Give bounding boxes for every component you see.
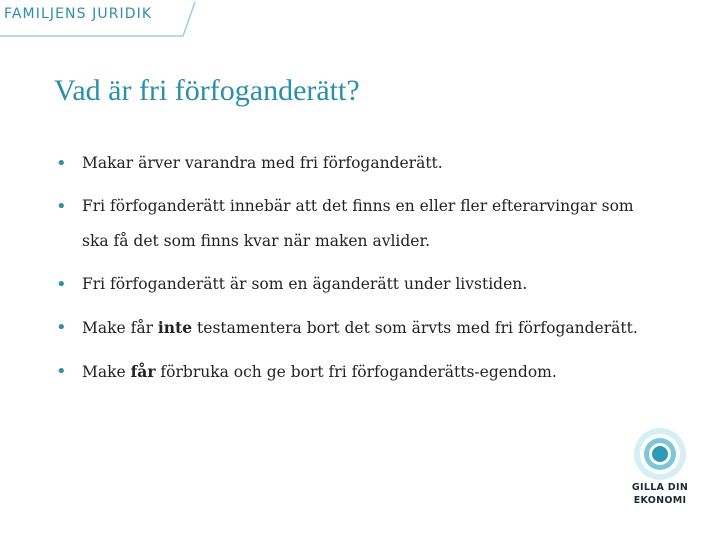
logo-line2: EKONOMI: [633, 495, 687, 506]
bullet-text: Fri förfoganderätt innebär att det finns en eller fler efterarvingar som ska få det som finns kvar när maken avlider.: [82, 197, 634, 250]
bullet-icon: •: [56, 317, 67, 338]
bullet-list: [56, 146, 656, 398]
bullet-icon: •: [56, 153, 67, 174]
emphasis-far: får: [130, 362, 156, 381]
bullet-item-3: [56, 267, 656, 302]
bullet-item-4: [56, 310, 656, 346]
bullet-item-2: [56, 189, 656, 259]
bullet-icon: •: [56, 274, 67, 295]
bullet-text: Make får inte testamentera bort det som ärvts med fri förfoganderätt.: [82, 318, 638, 337]
bullet-item-1: [56, 146, 656, 181]
bullet-text: Makar ärver varandra med fri förfoganderätt.: [82, 154, 443, 172]
slide-title: Vad är fri förfoganderätt?: [54, 74, 360, 107]
header-label: FAMILJENS JURIDIK: [4, 6, 153, 22]
bullet-item-5: [56, 354, 656, 390]
bullet-text: Make får förbruka och ge bort fri förfoganderätts-egendom.: [82, 362, 557, 381]
logo-line1: GILLA DIN: [631, 482, 689, 493]
bullet-icon: •: [56, 361, 67, 382]
target-rings-icon: [630, 426, 690, 482]
emphasis-inte: inte: [157, 318, 193, 337]
gilla-din-ekonomi-logo: [630, 426, 690, 508]
header-tab: [0, 0, 200, 40]
bullet-text: Fri förfoganderätt är som en äganderätt under livstiden.: [82, 275, 528, 293]
bullet-icon: •: [56, 196, 67, 217]
